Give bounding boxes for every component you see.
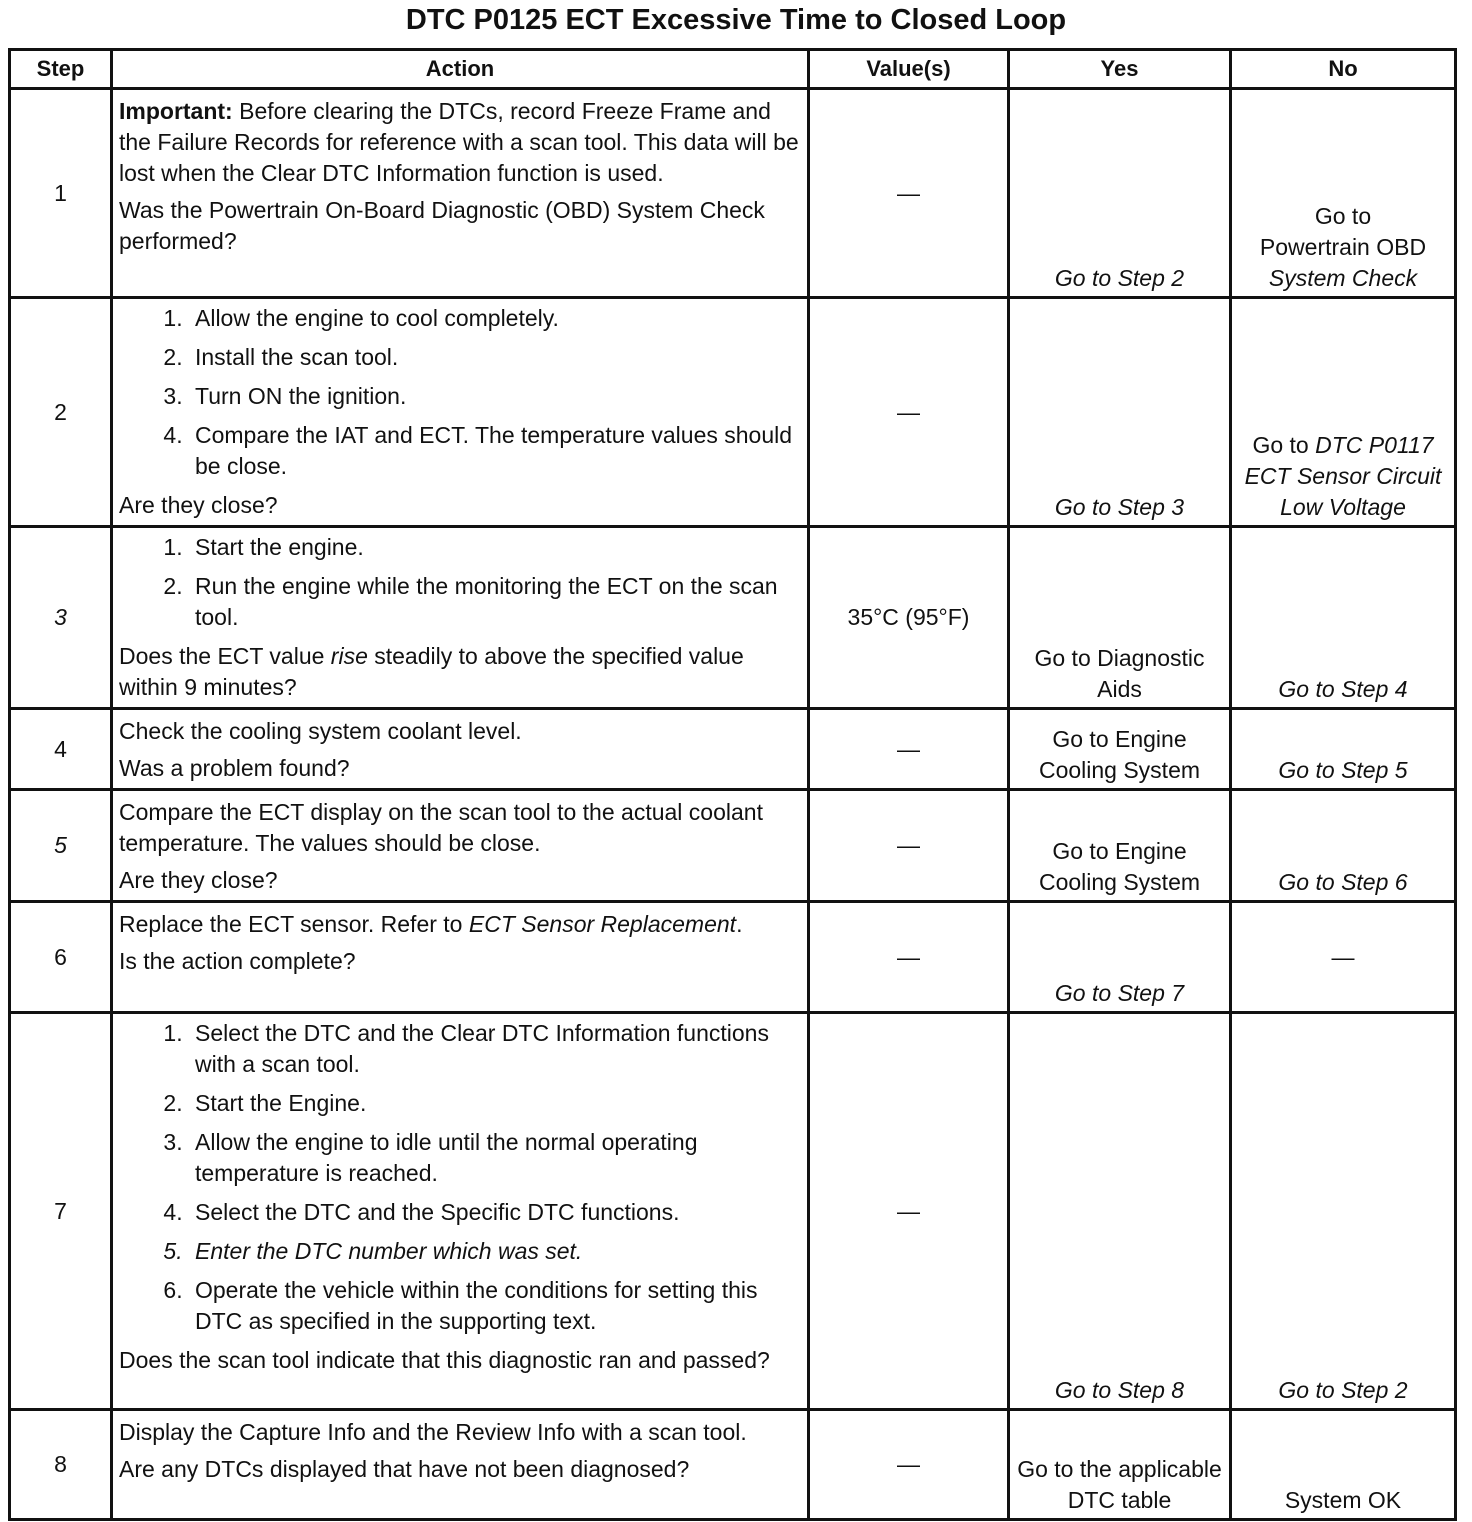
action-cell xyxy=(112,89,809,298)
table-row xyxy=(10,298,1456,527)
no-text: Go to Step 6 xyxy=(1278,869,1408,895)
action-text: Compare the ECT display on the scan tool to the actual coolant temperature. The values should be close. xyxy=(119,799,763,856)
no-prefix: Go to xyxy=(1314,203,1372,229)
no-cell xyxy=(1231,1410,1456,1520)
list-item: 2. Start the Engine. xyxy=(189,1088,801,1119)
yes-text: Go to Step 8 xyxy=(1054,1377,1185,1403)
action-link[interactable]: ECT Sensor Replacement xyxy=(468,911,737,937)
list-item: 4. Select the DTC and the Specific DTC functions. xyxy=(189,1197,801,1228)
yes-text: Go to Step 7 xyxy=(1054,980,1185,1006)
yes-text: Go to Engine Cooling System xyxy=(1038,838,1201,895)
table-row xyxy=(10,902,1456,1013)
question-emphasis: rise xyxy=(330,643,368,669)
no-prefix: Go to xyxy=(1252,432,1316,458)
action-question: Are they close? xyxy=(119,867,278,893)
list-item: 6. Operate the vehicle within the conditions for setting this DTC as specified in the supporting text. xyxy=(189,1275,801,1337)
list-item: 2. Run the engine while the monitoring the ECT on the scan tool. xyxy=(189,571,801,633)
action-question: Is the action complete? xyxy=(119,948,356,974)
yes-link[interactable] xyxy=(1009,790,1231,902)
yes-link[interactable] xyxy=(1009,89,1231,298)
yes-text: Go to Engine Cooling System xyxy=(1038,726,1201,783)
action-question: Are they close? xyxy=(119,492,278,518)
important-note xyxy=(119,96,801,189)
step-number: 6 xyxy=(10,902,112,1013)
header-row xyxy=(10,50,1456,89)
action-text-part: Replace the ECT sensor. Refer to xyxy=(119,911,469,937)
no-link[interactable] xyxy=(1231,1013,1456,1410)
action-question: Was a problem found? xyxy=(119,755,350,781)
header-values: Value(s) xyxy=(809,50,1009,89)
no-link-text: DTC P0117 ECT Sensor Circuit Low Voltage xyxy=(1244,432,1442,520)
yes-link[interactable] xyxy=(1009,709,1231,790)
no-link[interactable] xyxy=(1231,709,1456,790)
yes-text: Go to Step 3 xyxy=(1054,494,1185,520)
header-step: Step xyxy=(10,50,112,89)
question-part: Does the ECT value xyxy=(119,643,331,669)
important-text: Before clearing the DTCs, record Freeze Frame and the Failure Records for reference with a scan tool. This data will be lost when the Clear DTC Information function is used. xyxy=(119,98,799,186)
action-text xyxy=(119,909,801,940)
list-item: 3. Allow the engine to idle until the normal operating temperature is reached. xyxy=(189,1127,801,1189)
value-cell: — xyxy=(809,902,1009,1013)
action-cell xyxy=(112,298,809,527)
no-text: Go to Step 2 xyxy=(1278,1377,1408,1403)
no-cell: — xyxy=(1231,902,1456,1013)
action-question: Are any DTCs displayed that have not been diagnosed? xyxy=(119,1456,690,1482)
step-number: 4 xyxy=(10,709,112,790)
step-number: 2 xyxy=(10,298,112,527)
header-action: Action xyxy=(112,50,809,89)
value-cell: — xyxy=(809,298,1009,527)
no-link-line2: System Check xyxy=(1268,265,1418,291)
value-cell: — xyxy=(809,1013,1009,1410)
value-cell: — xyxy=(809,1410,1009,1520)
diagnostic-table xyxy=(8,48,1457,1521)
list-item: 5. Enter the DTC number which was set. xyxy=(189,1236,801,1267)
step-number: 1 xyxy=(10,89,112,298)
list-item: 4. Compare the IAT and ECT. The temperature values should be close. xyxy=(189,420,801,482)
question-part: steadily to above the specified value within 9 minutes? xyxy=(119,643,744,700)
value-cell: — xyxy=(809,790,1009,902)
step-number: 3 xyxy=(10,527,112,709)
action-cell xyxy=(112,527,809,709)
yes-link[interactable] xyxy=(1009,298,1231,527)
no-link[interactable] xyxy=(1231,527,1456,709)
page-title: DTC P0125 ECT Excessive Time to Closed Loop xyxy=(405,4,1067,36)
action-question: Does the scan tool indicate that this diagnostic ran and passed? xyxy=(119,1347,770,1373)
list-item: 1. Start the engine. xyxy=(189,532,801,563)
action-cell xyxy=(112,1410,809,1520)
important-label: Important: xyxy=(119,98,233,124)
action-text-part: . xyxy=(736,911,743,937)
no-link[interactable] xyxy=(1231,89,1456,298)
list-item: 2. Install the scan tool. xyxy=(189,342,801,373)
action-cell xyxy=(112,902,809,1013)
action-cell xyxy=(112,790,809,902)
action-list xyxy=(119,303,801,482)
action-question xyxy=(119,641,801,703)
value-cell: 35°C (95°F) xyxy=(809,527,1009,709)
table-row xyxy=(10,89,1456,298)
yes-text: Go to the applicable DTC table xyxy=(1017,1456,1222,1513)
no-text: Go to Step 5 xyxy=(1278,757,1408,783)
value-cell: — xyxy=(809,89,1009,298)
no-text: System OK xyxy=(1284,1487,1402,1513)
table-row xyxy=(10,1013,1456,1410)
yes-link[interactable] xyxy=(1009,902,1231,1013)
yes-link[interactable] xyxy=(1009,1013,1231,1410)
action-list xyxy=(119,532,801,633)
step-number: 8 xyxy=(10,1410,112,1520)
yes-text: Go to Diagnostic Aids xyxy=(1034,645,1205,702)
no-link[interactable] xyxy=(1231,298,1456,527)
action-cell xyxy=(112,709,809,790)
value-cell: — xyxy=(809,709,1009,790)
header-yes: Yes xyxy=(1009,50,1231,89)
action-cell xyxy=(112,1013,809,1410)
yes-text: Go to Step 2 xyxy=(1054,265,1185,291)
no-link[interactable] xyxy=(1231,790,1456,902)
table-row xyxy=(10,527,1456,709)
list-item: 1. Allow the engine to cool completely. xyxy=(189,303,801,334)
action-question: Was the Powertrain On-Board Diagnostic (OBD) System Check performed? xyxy=(119,197,765,254)
step-number: 7 xyxy=(10,1013,112,1410)
table-row xyxy=(10,709,1456,790)
yes-link[interactable] xyxy=(1009,527,1231,709)
list-item: 3. Turn ON the ignition. xyxy=(189,381,801,412)
action-list xyxy=(119,1018,801,1337)
list-item: 1. Select the DTC and the Clear DTC Information functions with a scan tool. xyxy=(189,1018,801,1080)
no-text: Go to Step 4 xyxy=(1278,676,1408,702)
step-number: 5 xyxy=(10,790,112,902)
no-link-line1: Powertrain OBD xyxy=(1259,234,1427,260)
action-text: Display the Capture Info and the Review Info with a scan tool. xyxy=(119,1419,747,1445)
table-row xyxy=(10,790,1456,902)
header-no: No xyxy=(1231,50,1456,89)
table-row xyxy=(10,1410,1456,1520)
yes-link[interactable] xyxy=(1009,1410,1231,1520)
action-text: Check the cooling system coolant level. xyxy=(119,718,522,744)
